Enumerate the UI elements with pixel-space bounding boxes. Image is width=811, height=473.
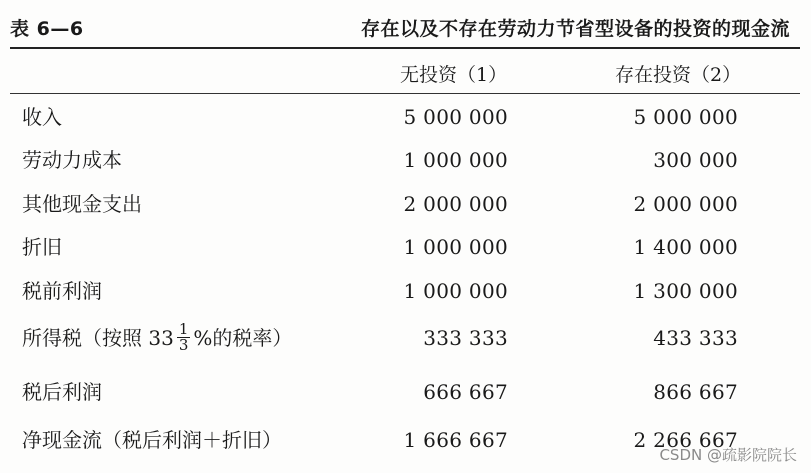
cell-with-investment: 1 400 000 bbox=[633, 235, 738, 259]
fraction-denominator: 3 bbox=[178, 336, 189, 354]
table-row-labor-cost bbox=[10, 140, 800, 180]
cell-no-investment: 1 666 667 bbox=[403, 428, 508, 452]
cell-no-investment: 2 000 000 bbox=[403, 192, 508, 216]
table-row-income-tax bbox=[10, 318, 800, 358]
cell-no-investment: 333 333 bbox=[423, 326, 508, 350]
table-row-pretax-profit bbox=[10, 271, 800, 311]
cell-with-investment: 300 000 bbox=[653, 148, 738, 172]
row-label-suffix: %的税率） bbox=[193, 326, 293, 350]
row-label: 劳动力成本 bbox=[22, 148, 122, 172]
row-label: 其他现金支出 bbox=[22, 192, 142, 216]
cell-no-investment: 5 000 000 bbox=[403, 105, 508, 129]
cell-with-investment: 1 300 000 bbox=[633, 279, 738, 303]
row-label: 税前利润 bbox=[22, 279, 102, 303]
cell-with-investment: 866 667 bbox=[653, 380, 738, 404]
row-label: 税后利润 bbox=[22, 380, 102, 404]
table-header-rule bbox=[10, 93, 800, 94]
column-header-no-investment: 无投资（1） bbox=[400, 64, 508, 86]
cell-with-investment: 433 333 bbox=[653, 326, 738, 350]
cell-no-investment: 1 000 000 bbox=[403, 279, 508, 303]
table-row-depreciation bbox=[10, 227, 800, 267]
row-label-prefix: 所得税（按照 33 bbox=[22, 326, 174, 350]
table-row-after-tax-profit bbox=[10, 372, 800, 412]
table-row-revenue bbox=[10, 97, 800, 137]
table-label: 表 6—6 bbox=[10, 18, 84, 40]
cell-with-investment: 2 000 000 bbox=[633, 192, 738, 216]
row-label: 折旧 bbox=[22, 235, 62, 259]
row-label: 收入 bbox=[22, 105, 62, 129]
cell-with-investment: 5 000 000 bbox=[633, 105, 738, 129]
cell-no-investment: 1 000 000 bbox=[403, 148, 508, 172]
cell-with-investment: 2 266 667 bbox=[633, 428, 738, 452]
column-header-with-investment: 存在投资（2） bbox=[615, 64, 742, 86]
row-label bbox=[22, 318, 292, 358]
fraction-numerator: 1 bbox=[178, 320, 189, 338]
cell-no-investment: 1 000 000 bbox=[403, 235, 508, 259]
fraction-one-third bbox=[177, 322, 191, 353]
table-title: 存在以及不存在劳动力节省型设备的投资的现金流 bbox=[360, 18, 790, 40]
table-caption bbox=[10, 14, 800, 42]
watermark: CSDN @疏影院院长 bbox=[659, 446, 797, 464]
cell-no-investment: 666 667 bbox=[423, 380, 508, 404]
table-row-other-cash-expenses bbox=[10, 184, 800, 224]
row-label: 净现金流（税后利润＋折旧） bbox=[22, 428, 282, 452]
table-top-rule bbox=[10, 47, 800, 49]
